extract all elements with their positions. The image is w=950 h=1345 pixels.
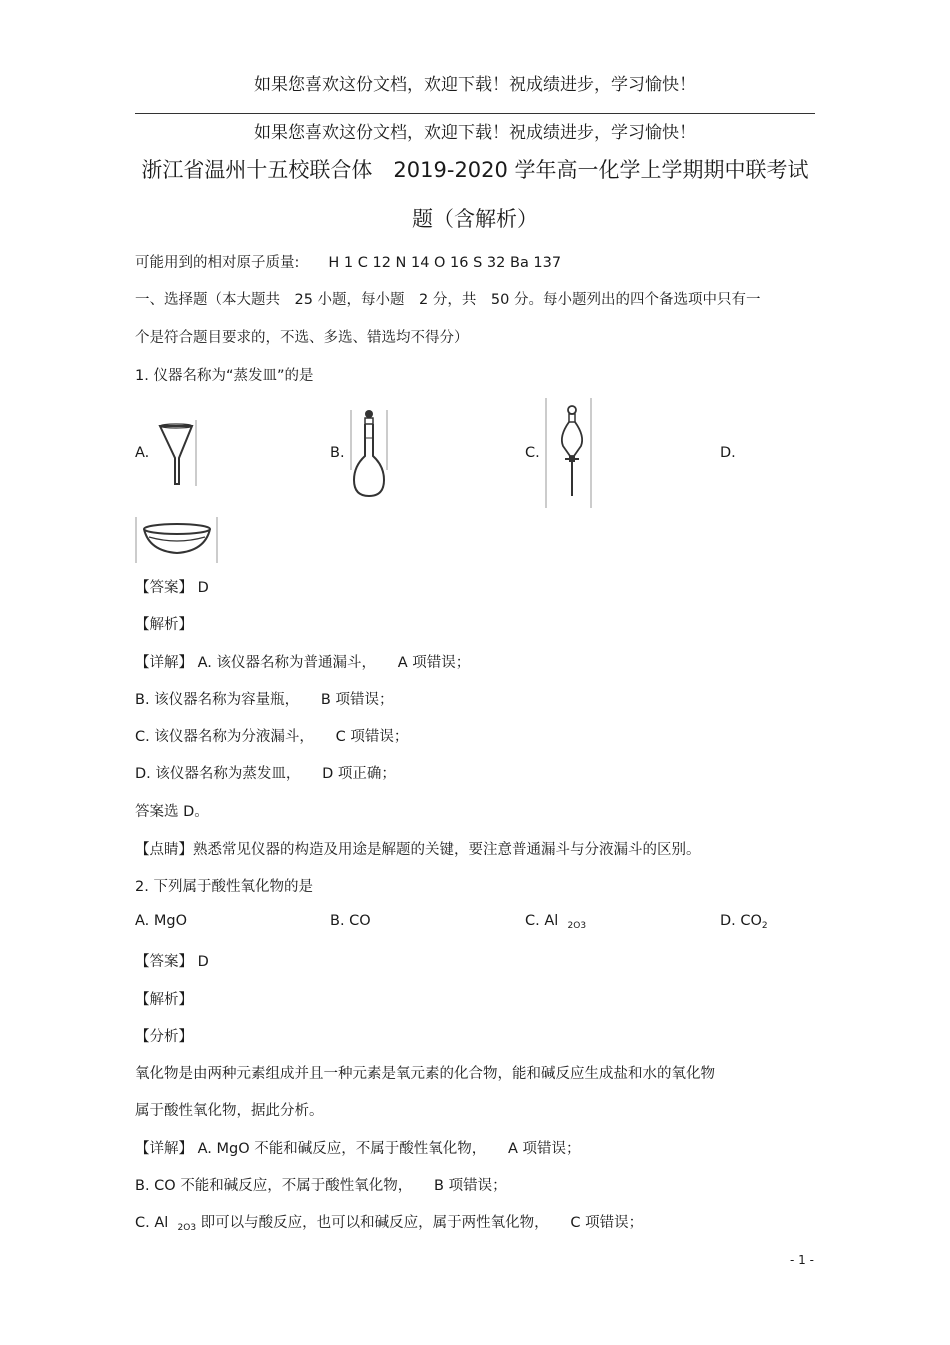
q1-option-a-label: A. (135, 445, 150, 461)
header-divider (135, 113, 815, 114)
q1-answer: 【答案】 D (135, 580, 209, 596)
funnel-icon (156, 420, 198, 488)
q1-option-c-label: C. (525, 445, 540, 461)
q1-option-b-label: B. (330, 445, 345, 461)
q1-stem: 1. 仪器名称为“蒸发皿”的是 (135, 368, 314, 384)
q2-option-b: B. CO (330, 913, 371, 929)
separatory-funnel-icon (545, 396, 593, 510)
q2-analysis-text-2: 属于酸性氧化物，据此分析。 (135, 1103, 324, 1119)
q1-note: 【点睛】熟悉常见仪器的构造及用途是解题的关键，要注意普通漏斗与分液漏斗的区别。 (135, 842, 701, 858)
q1-detail-b: B. 该仪器名称为容量瓶， B 项错误； (135, 692, 394, 708)
q1-detail-c: C. 该仪器名称为分液漏斗， C 项错误； (135, 729, 409, 745)
q2-answer: 【答案】 D (135, 954, 209, 970)
q1-analysis-heading: 【解析】 (135, 617, 193, 633)
volumetric-flask-icon (350, 408, 390, 500)
q1-detail-d: D. 该仪器名称为蒸发皿， D 项正确； (135, 766, 396, 782)
q2-option-d: D. $CO_2$ (720, 913, 768, 931)
q2-detail-b: B. CO 不能和碱反应，不属于酸性氧化物， B 项错误； (135, 1178, 507, 1194)
q2-analysis-heading: 【解析】 (135, 992, 193, 1008)
header-banner-2: 如果您喜欢这份文档，欢迎下载！祝成绩进步，学习愉快！ (254, 123, 696, 143)
q2-detail-c: C. Al $_{2O3}$ 即可以与酸反应，也可以和碱反应，属于两性氧化物， C 项错误； (135, 1215, 644, 1233)
evaporating-dish-icon (135, 517, 219, 565)
q2-stem: 2. 下列属于酸性氧化物的是 (135, 879, 313, 895)
header-banner-1: 如果您喜欢这份文档，欢迎下载！祝成绩进步，学习愉快！ (254, 75, 696, 95)
page-number: - 1 - (790, 1253, 814, 1267)
q2-detail-a: 【详解】 A. MgO 不能和碱反应，不属于酸性氧化物， A 项错误； (135, 1141, 581, 1157)
q1-detail-a: 【详解】 A. 该仪器名称为普通漏斗， A 项错误； (135, 655, 471, 671)
section-intro-line-2: 个是符合题目要求的，不选、多选、错选均不得分） (135, 330, 469, 346)
atomic-mass-line: 可能用到的相对原子质量: H 1 C 12 N 14 O 16 S 32 Ba 137 (135, 255, 562, 271)
doc-title-line-2: 题（含解析） (412, 207, 538, 231)
q2-analysis-text-1: 氧化物是由两种元素组成并且一种元素是氧元素的化合物，能和碱反应生成盐和水的氧化物 (135, 1066, 715, 1082)
doc-title-line-1: 浙江省温州十五校联合体 2019-2020 学年高一化学上学期期中联考试 (141, 158, 809, 182)
q1-option-d-label: D. (720, 445, 736, 461)
q1-conclusion: 答案选 D。 (135, 804, 209, 820)
q2-option-a: A. MgO (135, 913, 188, 929)
section-intro-line-1: 一、选择题（本大题共 25 小题，每小题 2 分，共 50 分。每小题列出的四个备选项中只有一 (135, 292, 761, 308)
q2-analysis-subheading: 【分析】 (135, 1029, 193, 1045)
q2-option-c: C. Al $_{2O3}$ (525, 913, 587, 931)
